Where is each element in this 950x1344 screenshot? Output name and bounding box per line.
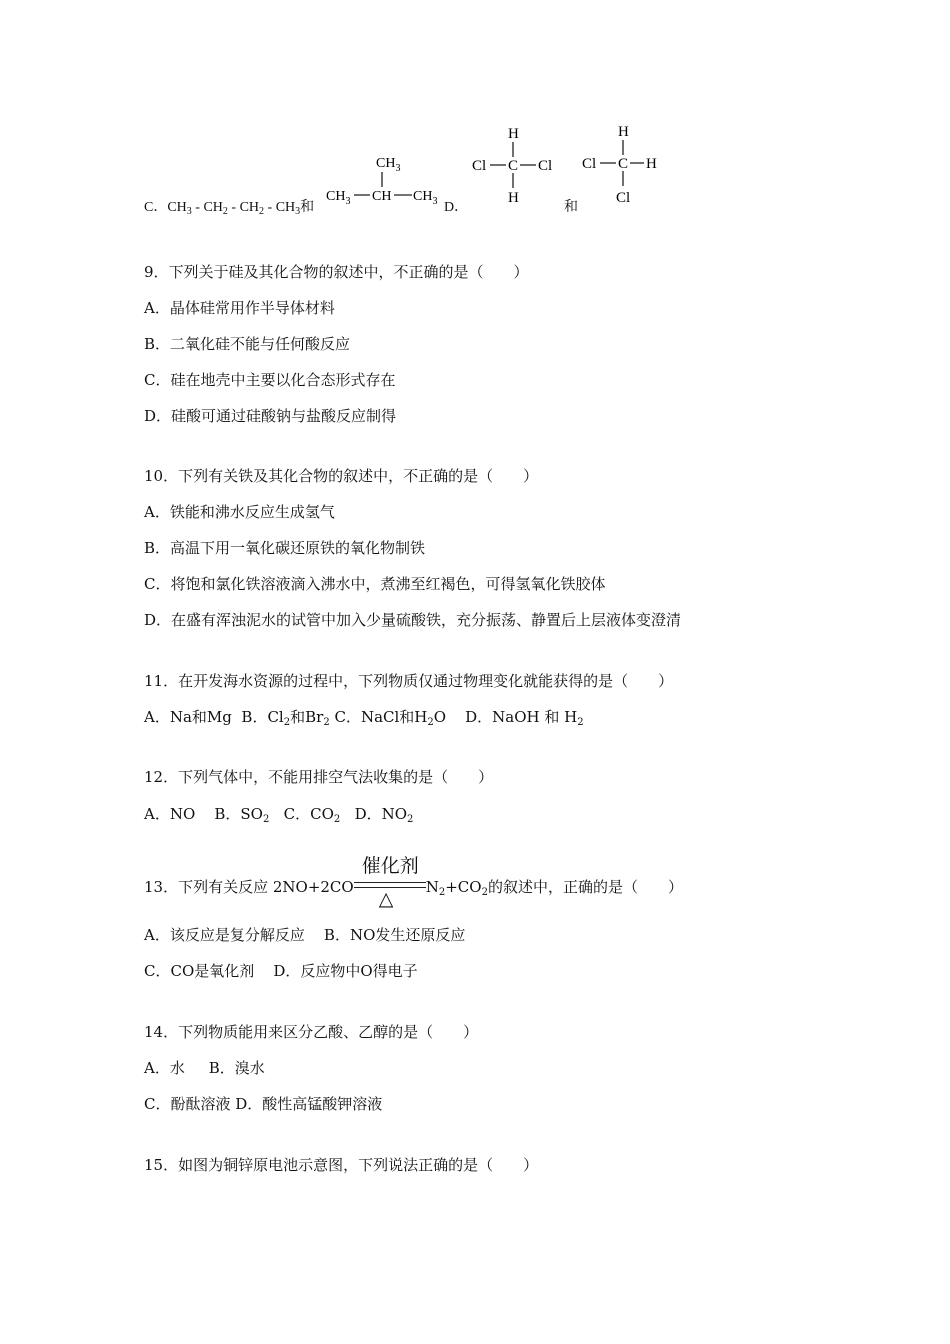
q12-option-d bbox=[355, 805, 414, 823]
text: C．NaCl和H bbox=[334, 708, 428, 726]
q14-option-b: B．溴水 bbox=[208, 1059, 265, 1077]
atom-cl: Cl bbox=[582, 156, 597, 172]
formula-part: - CH bbox=[227, 200, 260, 215]
q11-options bbox=[144, 707, 584, 727]
q14-option-c: C．酚酞溶液 bbox=[144, 1095, 231, 1113]
subscript: 2 bbox=[481, 887, 488, 898]
atom-h: H bbox=[618, 124, 629, 140]
q13-option-c: C．CO是氧化剂 bbox=[144, 962, 255, 980]
struct-ch3-right: $CH_3$ bbox=[413, 189, 438, 207]
atom-cl: Cl bbox=[538, 158, 553, 174]
text: C．CO bbox=[283, 805, 334, 823]
dichloromethane-structure-1 bbox=[470, 124, 560, 208]
text: 13．下列有关反应 2NO+2CO bbox=[144, 878, 354, 896]
option-label: C． bbox=[144, 200, 168, 215]
q14-stem: 14．下列物质能用来区分乙酸、乙醇的是（ ） bbox=[144, 1023, 479, 1041]
q13-options-line2 bbox=[144, 961, 418, 981]
subscript: 3 bbox=[186, 206, 192, 217]
subscript: 2 bbox=[427, 717, 434, 728]
q12-options bbox=[144, 804, 413, 824]
q8-option-c bbox=[144, 199, 314, 217]
q14-options-line2 bbox=[144, 1094, 382, 1114]
atom-cl: Cl bbox=[472, 158, 487, 174]
text: +CO bbox=[445, 878, 482, 896]
q12-option-c bbox=[284, 805, 341, 823]
q13-option-d: D．反应物中O得电子 bbox=[273, 962, 418, 980]
subscript: 2 bbox=[262, 814, 270, 825]
q11-option-a: A．Na和Mg bbox=[144, 708, 232, 726]
heat-symbol: △ bbox=[378, 888, 394, 910]
atom-h: H bbox=[508, 126, 519, 142]
q9-option-c: C．硅在地壳中主要以化合态形式存在 bbox=[144, 371, 396, 389]
q12-stem: 12．下列气体中，不能用排空气法收集的是（ ） bbox=[144, 768, 494, 786]
text: N bbox=[425, 878, 439, 896]
q13-option-b: B．NO发生还原反应 bbox=[323, 926, 466, 944]
q11-stem: 11．在开发海水资源的过程中，下列物质仅通过物理变化就能获得的是（ ） bbox=[144, 672, 674, 690]
q9-stem: 9．下列关于硅及其化合物的叙述中，不正确的是（ ） bbox=[144, 263, 529, 281]
atom-cl: Cl bbox=[616, 190, 631, 206]
atom-c: C bbox=[508, 158, 519, 174]
q9-option-d: D．硅酸可通过硅酸钠与盐酸反应制得 bbox=[144, 407, 397, 425]
q10-option-d: D．在盛有浑浊泥水的试管中加入少量硫酸铁，充分振荡、静置后上层液体变澄清 bbox=[144, 611, 682, 629]
text: B．SO bbox=[214, 805, 263, 823]
text: 和Br bbox=[290, 708, 324, 726]
q14-option-d: D．酸性高锰酸钾溶液 bbox=[235, 1095, 383, 1113]
q13-stem bbox=[144, 855, 683, 910]
struct-ch3-top: $CH_3$ bbox=[376, 156, 401, 174]
formula-part: - CH bbox=[191, 200, 223, 215]
subscript: 2 bbox=[577, 717, 584, 728]
atom-c: C bbox=[618, 156, 629, 172]
subscript: 2 bbox=[323, 717, 330, 728]
text: B．Cl bbox=[241, 708, 284, 726]
subscript: 2 bbox=[333, 814, 341, 825]
conjunction: 和 bbox=[300, 200, 315, 215]
equals-line-top bbox=[354, 882, 426, 883]
dichloromethane-structure-2 bbox=[580, 120, 670, 208]
q12-option-a: A．NO bbox=[144, 805, 196, 823]
struct-ch3-left: $CH_3$ bbox=[326, 189, 351, 207]
q14-option-a: A．水 bbox=[144, 1059, 185, 1077]
formula-part: CH bbox=[167, 200, 187, 215]
q9-option-b: B．二氧化硅不能与任何酸反应 bbox=[144, 335, 351, 353]
subscript: 2 bbox=[259, 206, 265, 217]
q15-stem: 15．如图为铜锌原电池示意图，下列说法正确的是（ ） bbox=[144, 1156, 539, 1174]
q10-option-a: A．铁能和沸水反应生成氢气 bbox=[144, 503, 335, 521]
q13-options-line1 bbox=[144, 925, 465, 945]
q10-option-b: B．高温下用一氧化碳还原铁的氧化物制铁 bbox=[144, 539, 426, 557]
text: 的叙述中，正确的是（ ） bbox=[487, 878, 683, 896]
q13-option-a: A．该反应是复分解反应 bbox=[144, 926, 305, 944]
q10-stem: 10．下列有关铁及其化合物的叙述中，不正确的是（ ） bbox=[144, 467, 539, 485]
formula-part: - CH bbox=[264, 200, 296, 215]
reaction-condition bbox=[354, 855, 426, 910]
struct-ch: CH bbox=[372, 189, 392, 204]
atom-h: H bbox=[646, 156, 657, 172]
q12-option-b bbox=[214, 805, 269, 823]
text: D．NO bbox=[354, 805, 408, 823]
subscript: 3 bbox=[295, 206, 301, 217]
subscript: 2 bbox=[283, 717, 291, 728]
q10-option-c: C．将饱和氯化铁溶液滴入沸水中，煮沸至红褐色，可得氢氧化铁胶体 bbox=[144, 575, 606, 593]
text: D．NaOH 和 H bbox=[465, 708, 578, 726]
q8-option-d-label: D． bbox=[444, 200, 469, 215]
isobutane-structure bbox=[324, 150, 444, 208]
atom-h: H bbox=[508, 190, 519, 206]
text: O bbox=[433, 708, 447, 726]
subscript: 2 bbox=[407, 814, 414, 825]
catalyst-label: 催化剂 bbox=[361, 855, 419, 877]
q11-option-d bbox=[465, 708, 583, 726]
subscript: 2 bbox=[222, 206, 228, 217]
q14-options-line1 bbox=[144, 1058, 265, 1078]
q8-option-d-conjunction: 和 bbox=[564, 200, 578, 215]
subscript: 2 bbox=[438, 887, 446, 898]
q11-option-b bbox=[241, 708, 329, 726]
q9-option-a: A．晶体硅常用作半导体材料 bbox=[144, 299, 335, 317]
q11-option-c bbox=[334, 708, 446, 726]
